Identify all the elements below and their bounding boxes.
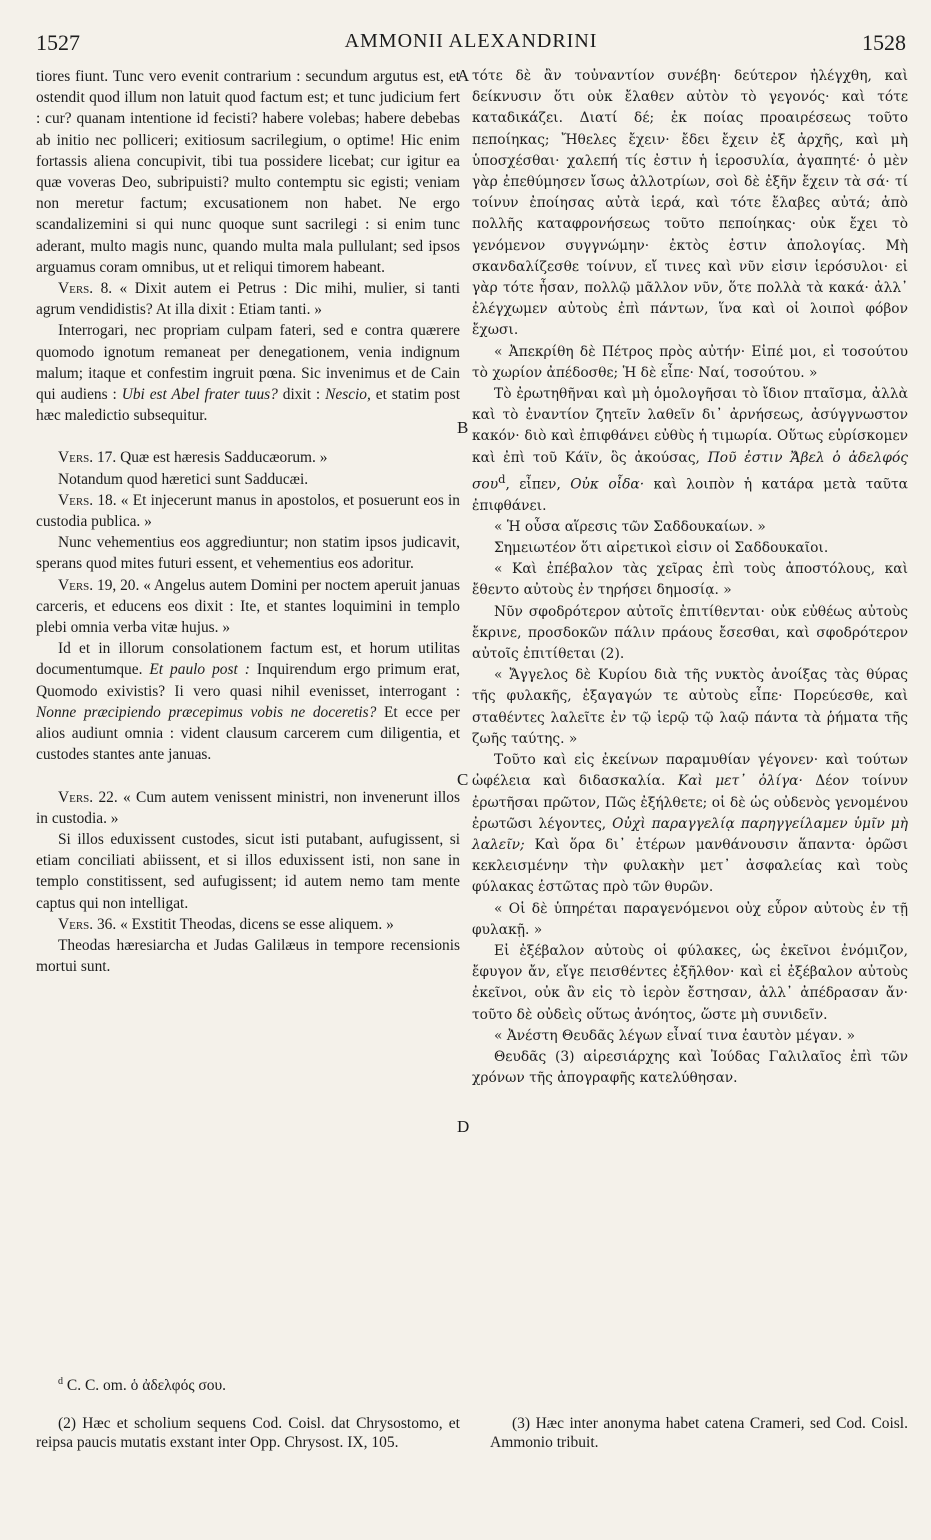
verse-label: Vers. 19, 20. (58, 576, 140, 594)
footnote-mark: d (498, 471, 506, 486)
footnote-2: (2) Hæc et scholium sequens Cod. Coisl. dat Chrysostomo, et reipsa paucis mutatis exstant inter Opp. Chrysost. IX, 105. (36, 1415, 460, 1451)
quotation-italic: Nescio, (325, 386, 371, 404)
latin-paragraph-6: Si illos eduxissent custodes, sicut isti putabant, aufugissent, si etiam conciliati abiissent, et si illos eduxissent isti, non sane in templo constitissent, sed aufugissent; id autem nemo tam mente captus qui non intelligat. (36, 830, 460, 912)
quotation-italic: Οὐχὶ παραγγελίᾳ παρηγγείλαμεν ὑμῖν μὴ λαλεῖν; (472, 815, 908, 853)
greek-paragraph-4: Νῦν σφοδρότερον αὐτοῖς ἐπιτίθενται· οὐκ εὐθέως αὐτοὺς ἔκρινε, προσδοκῶν πάλιν πράους ἔσεσθαι, καὶ σφοδρότερον αὐτοῖς ἐπιτίθεται (2). (472, 603, 908, 663)
verse-label: Vers. 22. (58, 788, 118, 806)
quotation-italic: Οὐκ οἶδα· (570, 476, 645, 493)
verse-label: Vers. 17. (58, 449, 117, 467)
text-run: Καὶ ὅρα δι᾽ ἑτέρων μανθάνουσιν ἅπαντα· ὁρῶσι κεκλεισμένην τὴν φυλακὴν μετ᾽ ἀσφαλείας καὶ τοὺς φύλακας ἑστῶτας πρὸ τῶν θυρῶν. (472, 836, 908, 896)
text-run: Τὸ ἐρωτηθῆναι καὶ μὴ ὁμολογῆσαι τὸ ἴδιον πταῖσμα, ἀλλὰ καὶ τὸ ἐναντίον ζητεῖν λαθεῖν δι᾽ ἀρνήσεως, ἀσύγγνωστον κακόν· διὸ καὶ ἐπιφθάνει εὐθὺς ἡ τιμωρία. Οὕτως εὑρίσκομεν καὶ ἐπὶ τοῦ Κάϊν, ὃς ἀκούσας, (472, 386, 908, 466)
quotation-italic: Nonne præcipiendo præcepimus vobis ne doceretis? (36, 703, 377, 721)
greek-paragraph-7: Θευδᾶς (3) αἱρεσιάρχης καὶ Ἰούδας Γαλιλαῖος ἐπὶ τῶν χρόνων τῆς ἀπογραφῆς κατελύθησαν. (472, 1048, 908, 1087)
greek-paragraph-1: τότε δὲ ἂν τοὐναντίον συνέβη· δεύτερον ἠλέγχθη, καὶ δείκνυσιν ὅτι οὐκ ἔλαθεν αὐτὸν τὸ γεγονός· καὶ τότε καταδικάζει. Διατί δέ; ἐκ ποίας προαιρέσεως τοῦτο πεποίηκας; Ἤθελες ἔχειν· ἔδει ἔχειν ἐξ ἀρχῆς, καὶ μὴ ὑποσχέσθαι· χαλεπή τίς ἐστιν ἡ ἱεροσυλία, ἀγαπητέ· ὁ μὲν γὰρ ἐπεθύμησεν ἴσως ἀλλοτρίων, σοὶ δὲ ἐξῆν ἔχειν τὰ σά· τί τοίνυν ἐποίησας αὐτὰ ἱερά, καὶ τότε ἔλαβες αὐτά; ἀπὸ πολλῆς καταφρονήσεως τοῦτο πεποίηκας· οὐκ ἔχει τὸ γενόμενον συγγνώμην· ἐκτὸς ἐστιν ἀπολογίας. Μὴ σκανδαλίζεσθε τοίνυν, εἴ τινες καὶ νῦν εἰσιν ἱερόσυλοι· εἰ γὰρ τότε ἦσαν, πολλῷ μᾶλλον νῦν, ὅτε πολλὰ τὰ κακά· ἀλλ᾽ ἐλέγχωμεν αὐτοὺς ἐπὶ πάντων, ἵνα καὶ οἱ λοιποὶ φόβον ἔχωσι. (472, 68, 908, 339)
verse-text: « Dixit autem ei Petrus : Dic mihi, mulier, si tanti agrum vendidistis? At illa dixit : Etiam tanti. » (36, 280, 461, 319)
greek-paragraph-3: Σημειωτέον ὅτι αἱρετικοὶ εἰσιν οἱ Σαδδουκαῖοι. (494, 540, 829, 557)
text-run: Et ecce per alios audiunt omnia : vident clausum carcerem cum diligentia, et custodes stantes ante januas. (36, 703, 460, 764)
latin-paragraph-5 (36, 638, 460, 765)
quotation-italic: Ubi est Abel frater tuus? (121, 386, 278, 404)
verse-label: Vers. 8. (58, 280, 113, 298)
latin-paragraph-7: Theodas hæresiarcha et Judas Galilæus in tempore recensionis mortui sunt. (36, 936, 460, 976)
verse-text: « Angelus autem Domini per noctem aperuit januas carceris, et educens eos dixit : Ite, et stantes loquimini in templo plebi omnia verba vitæ hujus. » (36, 576, 461, 637)
quotation-italic: Et paulo post : (149, 661, 250, 679)
text-run: Id et in illorum consolationem factum est, et horum utilitas documentumque. (36, 640, 460, 679)
margin-letter-a: A (457, 66, 470, 85)
latin-verse-22 (36, 787, 460, 829)
margin-letter-b: B (457, 418, 469, 437)
text-run: Interrogari, nec propriam culpam fateri, sed e contra quærere quomodo ignotum remaneat per denegationem, venia indignum malum; itaque et confestim ingruit pœna. Sic invenimus et de Cain qui audiens : (36, 322, 460, 404)
footnote-d (58, 1376, 226, 1395)
margin-letter-d: D (457, 1117, 470, 1136)
footnote-3: (3) Hæc inter anonyma habet catena Crameri, sed Cod. Coisl. Ammonio tribuit. (490, 1415, 908, 1451)
margin-letter-c: C (457, 770, 469, 789)
footnote-text: C. C. om. ὁ ἀδελφός σου. (63, 1377, 227, 1395)
latin-paragraph-2 (36, 320, 460, 426)
greek-paragraph-5 (472, 750, 908, 898)
greek-verse-22: « Οἱ δὲ ὑπηρέται παραγενόμενοι οὐχ εὗρον αὐτοὺς ἐν τῇ φυλακῇ. » (472, 900, 908, 938)
text-run: dixit : (277, 386, 326, 404)
verse-label: Vers. 18. (58, 491, 117, 509)
page-header (36, 30, 906, 60)
verse-text: Quæ est hæresis Sadducæorum. » (116, 449, 328, 467)
latin-verse-18 (36, 490, 460, 532)
text-run: Τοῦτο καὶ εἰς ἐκείνων παραμυθίαν γέγονεν· καὶ τούτων ὠφέλεια καὶ διδασκαλία. (472, 752, 908, 790)
text-run: Inquirendum ergo primum erat, Quomodo exivistis? Ii vero quasi nihil evenisset, interrogant : (36, 661, 460, 700)
greek-verse-8: « Ἀπεκρίθη δὲ Πέτρος πρὸς αὐτήν· Εἰπέ μοι, εἰ τοσούτου τὸ χωρίον ἀπέδοσθε; Ἡ δὲ εἶπε· Ναί, τοσούτου. » (472, 343, 908, 381)
latin-paragraph-3: Notandum quod hæretici sunt Sadducæi. (58, 470, 309, 488)
greek-paragraph-2 (472, 384, 908, 517)
greek-verse-36: « Ἀνέστη Θευδᾶς λέγων εἶναί τινα ἑαυτὸν μέγαν. » (494, 1027, 856, 1044)
greek-paragraph-6: Εἰ ἐξέβαλον αὐτοὺς οἱ φύλακες, ὡς ἐκεῖνοι ἐνόμιζον, ἔφυγον ἄν, εἴγε πεισθέντες ἐξῆλθον· καὶ εἰ ἐξέβαλον αὐτοὺς ἐκεῖνοι, οὐκ ἂν εἰς τὸ ἱερὸν ἔστησαν, ἀλλ᾽ ἀπέδρασαν ἄν· τοῦτο δὲ οὐδεὶς οὕτως ἀνόητος, ὥστε μὴ συνιδεῖν. (472, 942, 908, 1023)
quotation-italic: Ποῦ ἐστιν Ἄβελ ὁ ἀδελφός σου (472, 449, 908, 493)
text-run: , εἶπεν, (505, 476, 571, 493)
greek-verse-19-20: « Ἄγγελος δὲ Κυρίου διὰ τῆς νυκτὸς ἀνοίξας τὰς θύρας τῆς φυλακῆς, ἐξαγαγών τε αὐτοὺς εἶπε· Πορεύεσθε, καὶ σταθέντες λαλεῖτε ἐν τῷ ἱερῷ τῷ λαῷ πάντα τὰ ῥήματα τῆς ζωῆς ταύτης. » (472, 667, 908, 747)
verse-text: « Cum autem venissent ministri, non invenerunt illos in custodia. » (36, 788, 460, 827)
greek-column (472, 66, 908, 1089)
verse-text: « Et injecerunt manus in apostolos, et posuerunt eos in custodia publica. » (36, 491, 460, 531)
running-title: AMMONII ALEXANDRINI (344, 30, 598, 52)
greek-verse-18: « Καὶ ἐπέβαλον τὰς χεῖρας ἐπὶ τοὺς ἀποστόλους, καὶ ἔθεντο αὐτοὺς ἐν τηρήσει δημοσίᾳ. » (472, 561, 908, 599)
text-run: Δέον τοίνυν ἐρωτῆσαι πρῶτον, Πῶς ἐξήλθετε; οἱ δὲ ὡς οὐδενὸς γενομένου ἐρωτῶσι λέγοντες, (472, 773, 908, 832)
latin-verse-19-20 (36, 575, 460, 639)
footnote-mark: d (58, 1376, 63, 1387)
latin-verse-36 (36, 914, 460, 935)
latin-paragraph-4: Nunc vehementius eos aggrediuntur; non statim ipsos judicavit, sperans quod mites futuri essent, et vehementius eos adoritur. (36, 534, 460, 573)
verse-text: « Exstitit Theodas, dicens se esse aliquem. » (116, 915, 394, 933)
verse-label: Vers. 36. (58, 915, 117, 933)
latin-verse-17 (36, 447, 460, 468)
latin-paragraph-1: tiores fiunt. Tunc vero evenit contrarium : secundum argutus est, et ostendit quod illum non latuit quod factum est; et tunc judicium fert : cur? quanam intentione id fecisti? habere volebas; habere debebas ab initio nec polliceri; exitiosum sacrilegium, o optime! Hic enim fortassis aliena concupivit, tibi tua possidere licebat; cur igitur ea quæ voveras Deo, subripuisti? multo contemptu sic egisti; veniam non meretur factum; excusationem non habet. Ne ergo scandalizemini si qui nunc quoque sunt sacrilegi : si enim tunc aderant, multo magis nunc, quando multa mala pullulant; sed ipsos arguamus coram omnibus, ut et reliqui timorem habeant. (36, 68, 460, 276)
latin-column (36, 66, 460, 977)
page-number-right: 1528 (862, 30, 906, 55)
text-run: καὶ λοιπὸν ἡ κατάρα μετὰ ταῦτα ἐπιφθάνει. (472, 476, 909, 514)
greek-verse-17: « Ἡ οὖσα αἵρεσις τῶν Σαδδουκαίων. » (494, 518, 766, 535)
text-run: et statim post hæc maledictio subsequitur. (36, 386, 460, 425)
quotation-italic: Καὶ μετ᾽ ὀλίγα· (677, 773, 803, 790)
page-number-left: 1527 (36, 30, 80, 55)
latin-verse-8 (36, 278, 460, 320)
